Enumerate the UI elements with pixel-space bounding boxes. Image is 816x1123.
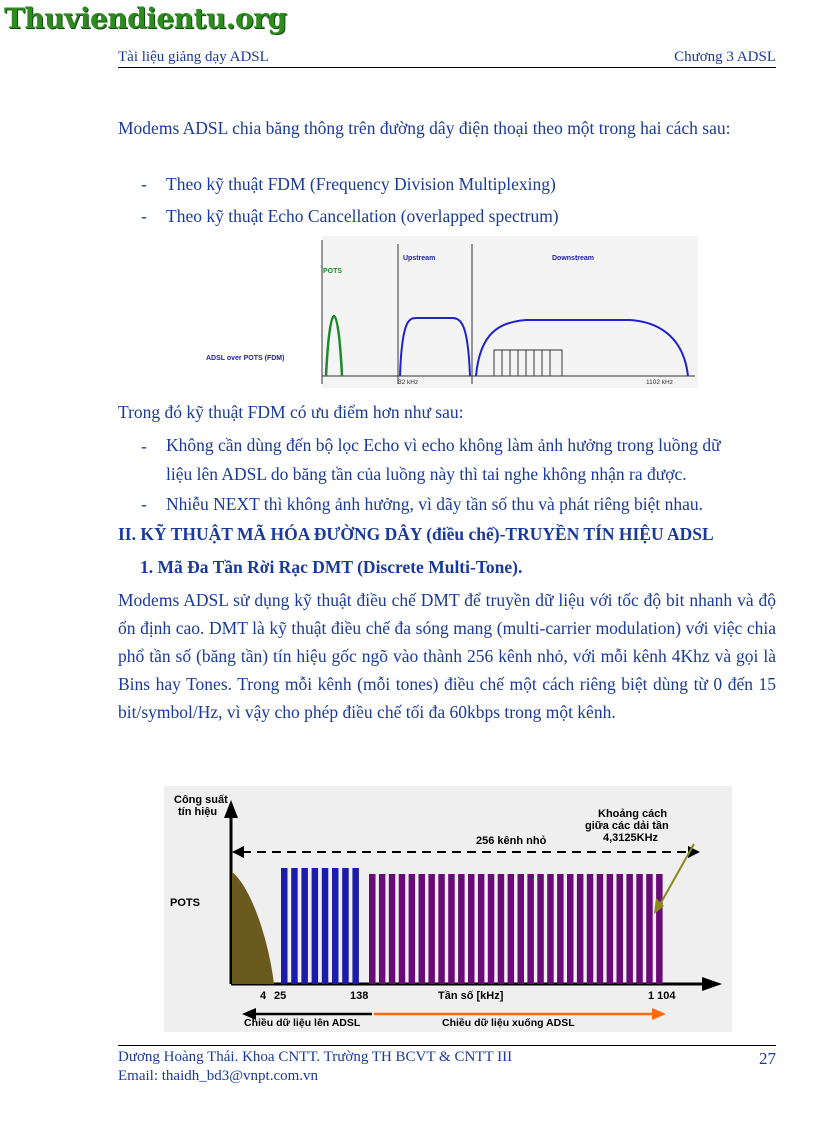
dmt-bin	[617, 874, 624, 984]
dmt-bin	[369, 874, 376, 984]
advantage-no-echo-line2: liệu lên ADSL do băng tần của luồng này thì tai nghe không nhận ra được.	[166, 464, 687, 484]
intro-paragraph: Modems ADSL chia băng thông trên đường dây điện thoại theo một trong hai cách sau:	[118, 118, 731, 138]
dmt-bin	[488, 874, 495, 984]
figure2-upstream-label: Chiều dữ liệu lên ADSL	[244, 1017, 361, 1029]
dmt-bin	[577, 874, 584, 984]
figure2-tick-25: 25	[274, 990, 287, 1002]
figure2-spacing-line3: 4,3125KHz	[603, 832, 659, 844]
bullet-dash: -	[141, 436, 147, 456]
dmt-bin	[656, 874, 663, 984]
header-rule	[118, 67, 776, 68]
site-logo: Thuviendientu.org	[4, 2, 287, 35]
dmt-bin	[557, 874, 564, 984]
fdm-advantages-intro: Trong đó kỹ thuật FDM có ưu điểm hơn như sau:	[118, 402, 464, 422]
footer-rule	[118, 1045, 776, 1046]
dmt-bin	[438, 874, 445, 984]
method-echo-cancellation: Theo kỹ thuật Echo Cancellation (overlapped spectrum)	[166, 206, 559, 226]
dmt-bin	[597, 874, 604, 984]
dmt-bin	[332, 868, 339, 984]
advantage-next: Nhiễu NEXT thì không ảnh hưởng, vì dãy tần số thu và phát riêng biệt nhau.	[166, 494, 704, 514]
method-fdm: Theo kỹ thuật FDM (Frequency Division Multiplexing)	[166, 174, 556, 194]
dmt-bin	[448, 874, 455, 984]
dmt-bin	[636, 874, 643, 984]
dmt-channel-figure	[164, 786, 732, 1032]
dmt-bin	[518, 874, 525, 984]
figure2-channels-label: 256 kênh nhỏ	[476, 835, 547, 847]
bullet-dash: -	[141, 206, 147, 226]
footer-author: Dương Hoàng Thái. Khoa CNTT. Trường TH BCVT & CNTT III	[118, 1049, 513, 1065]
header-chapter: Chương 3 ADSL	[674, 49, 776, 65]
figure2-tick-1104: 1 104	[648, 990, 676, 1002]
dmt-bin	[567, 874, 574, 984]
dmt-bin	[468, 874, 475, 984]
dmt-bin	[607, 874, 614, 984]
dmt-bin	[291, 868, 298, 984]
figure1-pots-label: POTS	[323, 268, 343, 275]
figure2-tick-4: 4	[260, 990, 267, 1002]
subsection-title: 1. Mã Đa Tần Rời Rạc DMT (Discrete Multi-Tone).	[140, 557, 523, 577]
figure1-tick-low: 32 kHz	[398, 379, 419, 386]
advantage-no-echo-line1: Không cần dùng đến bộ lọc Echo vì echo không làm ảnh hưởng trong luồng dữ	[166, 435, 721, 455]
figure1-caption: ADSL over POTS (FDM)	[206, 355, 285, 362]
dmt-bin	[281, 868, 288, 984]
figure2-spacing-line2: giữa các dải tần	[585, 820, 669, 832]
dmt-bin	[646, 874, 653, 984]
dmt-bin	[498, 874, 505, 984]
dmt-bin	[379, 874, 386, 984]
figure2-xlabel: Tần số [kHz]	[438, 990, 504, 1002]
figure1-tick-high: 1102 kHz	[646, 379, 673, 386]
figure2-pots-label: POTS	[170, 897, 200, 909]
section-title: II. KỸ THUẬT MÃ HÓA ĐƯỜNG DÂY (điều chế)-TRUYỀN TÍN HIỆU ADSL	[118, 524, 714, 544]
dmt-bin	[626, 874, 633, 984]
bullet-dash: -	[141, 494, 147, 514]
dmt-bin	[458, 874, 465, 984]
dmt-bin	[389, 874, 396, 984]
figure2-downstream-label: Chiều dữ liệu xuống ADSL	[442, 1017, 575, 1029]
figure2-ylabel-line1: Công suất	[174, 794, 228, 806]
dmt-bin	[419, 874, 426, 984]
dmt-paragraph: Modems ADSL sử dụng kỹ thuật điều chế DMT để truyền dữ liệu với tốc độ bit nhanh và độ ổn định cao. DMT là kỹ thuật điều chế đa sóng mang (multi-carrier modulation) với việc chia phổ tần số (băng tần) tín hiệu gốc ngõ vào thành 256 kênh nhỏ, với mỗi kênh 4Khz và gọi là Bins hay Tones. Trong mỗi kênh (mỗi tones) điều chế một cách riêng biệt dùng từ 0 đến 15 bit/symbol/Hz, vì vậy cho phép điều chế tối đa 60kbps trong một kênh.	[118, 590, 776, 722]
dmt-bin	[409, 874, 416, 984]
dmt-bin	[537, 874, 544, 984]
figure1-downstream-label: Downstream	[552, 255, 595, 262]
dmt-bin	[399, 874, 406, 984]
dmt-bin	[342, 868, 349, 984]
footer-page-number: 27	[759, 1049, 776, 1068]
dmt-bin	[301, 868, 308, 984]
figure2-spacing-line1: Khoảng cách	[598, 808, 668, 820]
header-doc-title: Tài liệu giảng dạy ADSL	[118, 49, 269, 65]
figure2-tick-138: 138	[350, 990, 369, 1002]
dmt-bin	[478, 874, 485, 984]
bullet-dash: -	[141, 174, 147, 194]
dmt-bin	[508, 874, 514, 984]
dmt-bin	[428, 874, 435, 984]
dmt-bin	[322, 868, 329, 984]
dmt-bin	[547, 874, 554, 984]
footer-email: Email: thaidh_bd3@vnpt.com.vn	[118, 1068, 319, 1084]
dmt-bin	[527, 874, 534, 984]
figure1-upstream-label: Upstream	[403, 255, 436, 262]
dmt-bin	[587, 874, 594, 984]
fdm-spectrum-figure	[200, 236, 698, 388]
dmt-bin	[352, 868, 359, 984]
dmt-bin	[312, 868, 319, 984]
figure2-ylabel-line2: tín hiệu	[178, 806, 218, 818]
